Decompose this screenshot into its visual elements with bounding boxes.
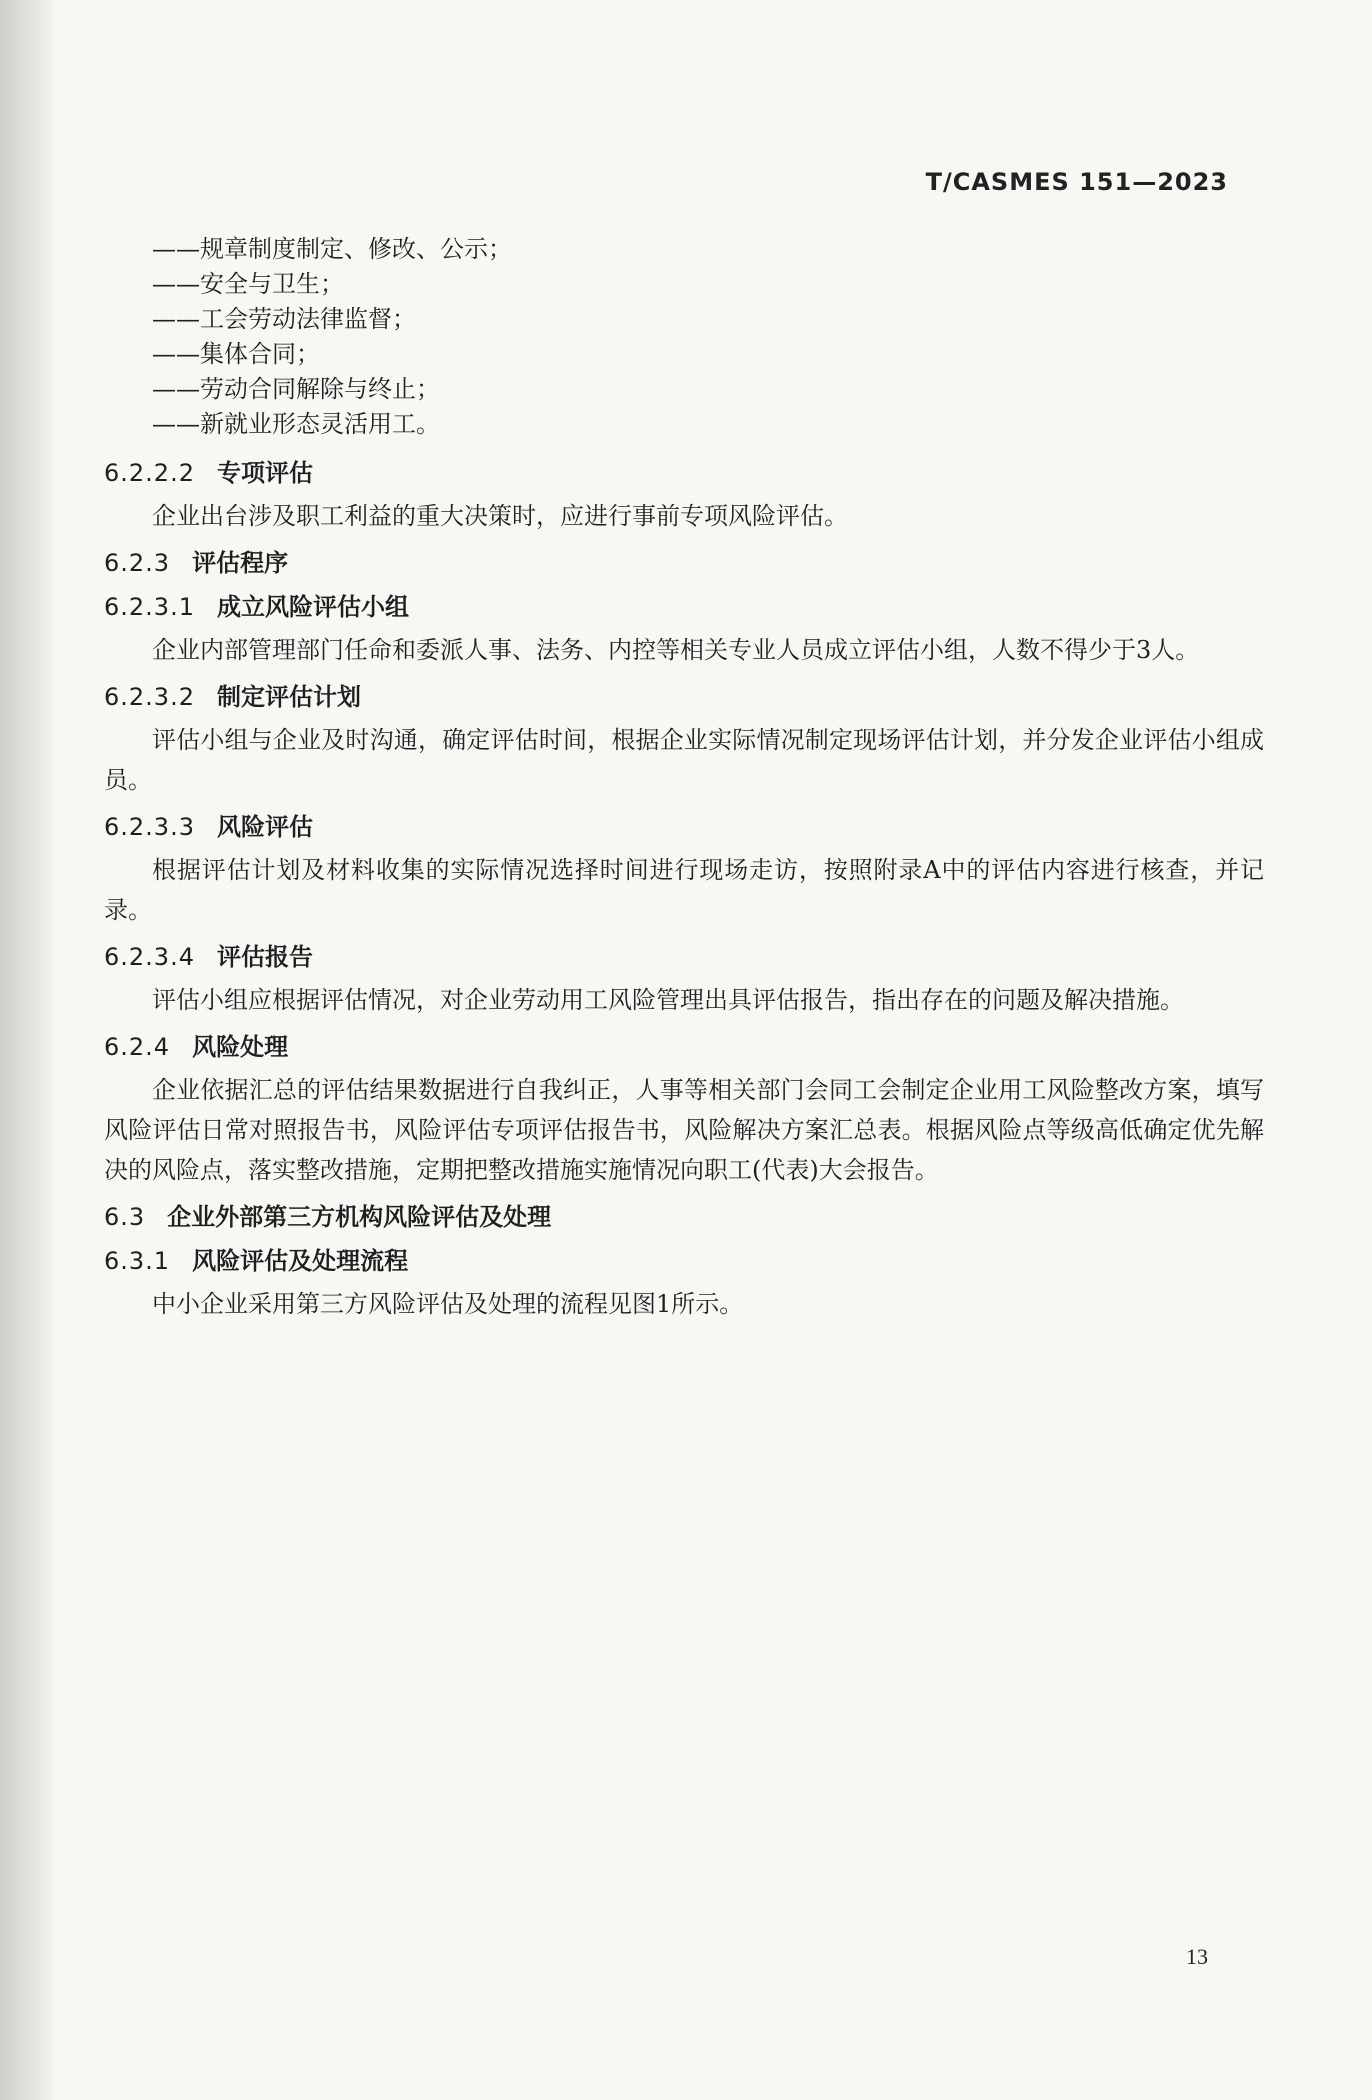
section-title: 成立风险评估小组 [216,593,409,621]
list-item: ——工会劳动法律监督； [152,305,416,333]
section-heading-6-2-3-4 [104,940,1264,974]
section-number: 6.2.3.2 [104,683,195,711]
section-title: 风险评估及处理流程 [192,1247,409,1275]
dash-list [104,232,1264,442]
document-body [104,232,1264,1328]
section-paragraph: 中小企业采用第三方风险评估及处理的流程见图1所示。 [152,1290,744,1318]
section-number: 6.2.3.3 [104,813,195,841]
section-paragraph: 企业依据汇总的评估结果数据进行自我纠正，人事等相关部门会同工会制定企业用工风险整改方案，填写风险评估日常对照报告书，风险评估专项评估报告书，风险解决方案汇总表。根据风险点等级高低确定优先解决的风险点，落实整改措施，定期把整改措施实施情况向职工(代表)大会报告。 [104,1076,1264,1184]
section-heading-6-3-1 [104,1244,1264,1278]
list-item: ——劳动合同解除与终止； [152,375,440,403]
section-title: 评估程序 [192,549,289,577]
section-heading-6-2-3-1 [104,590,1264,624]
section-paragraph: 根据评估计划及材料收集的实际情况选择时间进行现场走访，按照附录A中的评估内容进行核查，并记录。 [104,856,1264,924]
section-title: 风险处理 [192,1033,289,1061]
page-number: 13 [1186,1944,1208,1969]
section-heading-6-2-4 [104,1030,1264,1064]
section-paragraph: 企业出台涉及职工利益的重大决策时，应进行事前专项风险评估。 [152,502,848,530]
section-title: 制定评估计划 [216,683,361,711]
section-heading-6-2-3 [104,546,1264,580]
page-binding-shadow [0,0,52,2100]
section-number: 6.3.1 [104,1247,171,1275]
section-paragraph: 企业内部管理部门任命和委派人事、法务、内控等相关专业人员成立评估小组，人数不得少于3人。 [152,636,1200,664]
section-paragraph: 评估小组应根据评估情况，对企业劳动用工风险管理出具评估报告，指出存在的问题及解决措施。 [152,986,1184,1014]
section-number: 6.2.2.2 [104,459,195,487]
list-item: ——集体合同； [152,340,320,368]
section-title: 专项评估 [216,459,313,487]
section-heading-6-2-3-2 [104,680,1264,714]
section-title: 风险评估 [216,813,313,841]
section-number: 6.2.3.1 [104,593,195,621]
section-number: 6.2.3.4 [104,943,195,971]
section-number: 6.2.3 [104,549,171,577]
section-number: 6.2.4 [104,1033,171,1061]
section-heading-6-2-2-2 [104,456,1264,490]
section-paragraph: 评估小组与企业及时沟通，确定评估时间，根据企业实际情况制定现场评估计划，并分发企业评估小组成员。 [104,726,1264,794]
list-item: ——新就业形态灵活用工。 [152,410,440,438]
section-number: 6.3 [104,1203,146,1231]
section-heading-6-2-3-3 [104,810,1264,844]
document-code: T/CASMES 151—2023 [925,168,1228,196]
section-heading-6-3 [104,1200,1264,1234]
section-title: 企业外部第三方机构风险评估及处理 [167,1203,552,1231]
list-item: ——安全与卫生； [152,270,344,298]
list-item: ——规章制度制定、修改、公示； [152,235,512,263]
section-title: 评估报告 [216,943,313,971]
